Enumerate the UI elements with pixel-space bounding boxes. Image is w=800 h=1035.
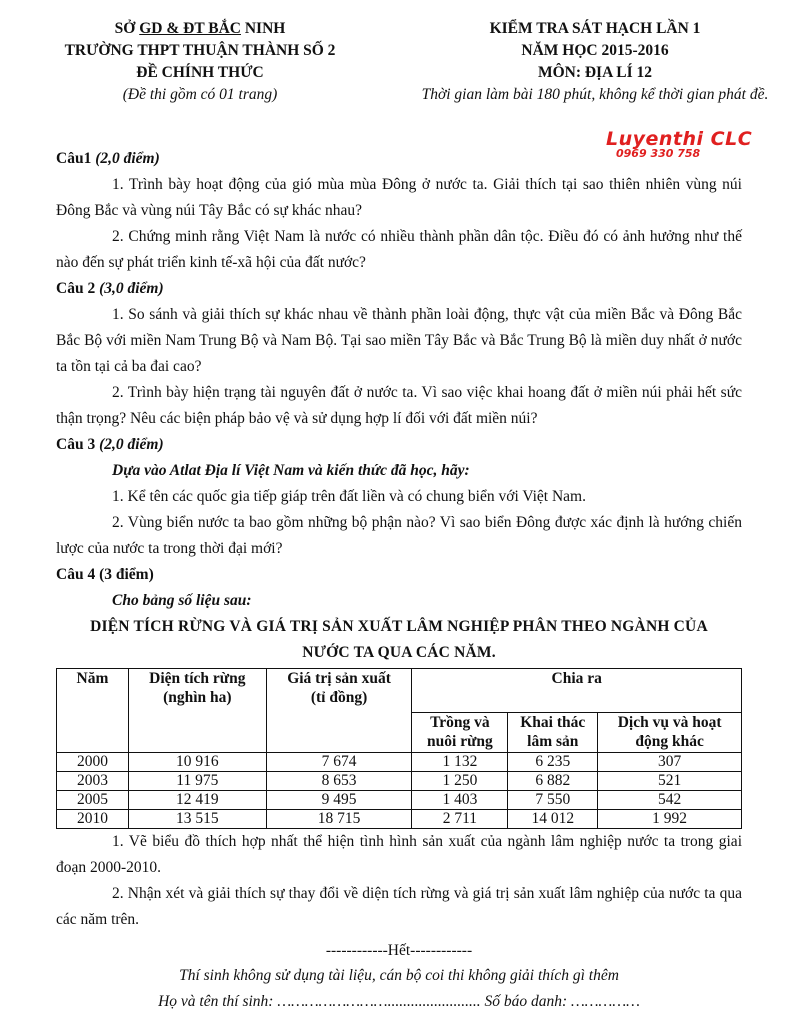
subject-label: MÔN: ĐỊA LÍ 12 xyxy=(537,64,653,81)
question-3-part-1: 1. Kể tên các quốc gia tiếp giáp trên đất liền và có chung biển với Việt Nam. xyxy=(112,488,586,505)
table-row xyxy=(57,772,742,791)
header-production-value-line-1: Giá trị sản xuất xyxy=(287,670,391,687)
stamp-brand: Luyenthi CLC xyxy=(606,128,753,150)
question-1-heading xyxy=(56,146,742,172)
school-name: TRƯỜNG THPT THUẬN THÀNH SỐ 2 xyxy=(64,42,336,59)
question-1-part-2: 2. Chứng minh rằng Việt Nam là nước có nhiều thành phần dân tộc. Điều đó có ảnh hưởng như thế nào đến sự phát triển kinh tế-xã hội của đất nước? xyxy=(56,228,742,271)
header-services-line-1: Dịch vụ và hoạt xyxy=(617,714,722,731)
cell-production-value: 7 674 xyxy=(266,753,412,772)
header-services xyxy=(598,713,742,753)
question-4-heading: Câu 4 (3 điểm) xyxy=(56,566,154,583)
header-breakdown xyxy=(412,669,742,713)
cell-services: 521 xyxy=(598,772,742,791)
question-3-lead: Dựa vào Atlat Địa lí Việt Nam và kiến thức đã học, hãy: xyxy=(112,462,470,479)
cell-exploitation: 6 882 xyxy=(508,772,598,791)
department-prefix: SỞ xyxy=(114,20,140,37)
cell-planting: 1 403 xyxy=(412,791,508,810)
candidate-notice: Thí sinh không sử dụng tài liệu, cán bộ coi thi không giải thích gì thêm xyxy=(179,967,619,984)
exam-body xyxy=(56,146,742,1015)
header-left xyxy=(40,18,360,106)
department-suffix: NINH xyxy=(240,20,286,37)
cell-year: 2005 xyxy=(57,791,129,810)
candidate-info-line: Họ và tên thí sinh: ……………………........................ Số báo danh: …………… xyxy=(158,993,640,1010)
cell-exploitation: 6 235 xyxy=(508,753,598,772)
cell-services: 542 xyxy=(598,791,742,810)
cell-exploitation: 14 012 xyxy=(508,810,598,829)
department-line xyxy=(40,18,360,40)
cell-planting: 1 250 xyxy=(412,772,508,791)
header-exploitation-line-2: lâm sản xyxy=(527,733,579,750)
header-planting-line-2: nuôi rừng xyxy=(427,733,493,750)
header-forest-area-line-1: Diện tích rừng xyxy=(149,670,246,687)
cell-forest-area: 12 419 xyxy=(128,791,266,810)
question-2-part-1: 1. So sánh và giải thích sự khác nhau về thành phần loài động, thực vật của miền Bắc và Đông Bắc Bắc Bộ với miền Nam Trung Bộ và Nam Bộ. Tại sao miền Tây Bắc và Bắc Trung Bộ là miền duy nhất ở nước ta tồn tại cả ba đai cao? xyxy=(56,306,742,375)
cell-exploitation: 7 550 xyxy=(508,791,598,810)
question-4-part-1: 1. Vẽ biểu đồ thích hợp nhất thể hiện tình hình sản xuất của ngành lâm nghiệp nước ta trong giai đoạn 2000-2010. xyxy=(56,833,742,876)
question-1-label: Câu1 xyxy=(56,150,92,167)
header-right xyxy=(395,18,795,106)
header-forest-area-line-2: (nghìn ha) xyxy=(163,689,232,706)
table-row xyxy=(57,753,742,772)
table-row xyxy=(57,791,742,810)
department-underlined: GD & ĐT BẮC xyxy=(139,20,241,37)
table-title-line-2: NƯỚC TA QUA CÁC NĂM. xyxy=(302,644,496,661)
cell-forest-area: 10 916 xyxy=(128,753,266,772)
table-title-line-1: DIỆN TÍCH RỪNG VÀ GIÁ TRỊ SẢN XUẤT LÂM NGHIỆP PHÂN THEO NGÀNH CỦA xyxy=(90,618,708,635)
question-4-part-2: 2. Nhận xét và giải thích sự thay đổi về diện tích rừng và giá trị sản xuất lâm nghiệp của nước ta qua các năm trên. xyxy=(56,885,742,928)
cell-services: 1 992 xyxy=(598,810,742,829)
cell-forest-area: 13 515 xyxy=(128,810,266,829)
time-limit-note: Thời gian làm bài 180 phút, không kể thời gian phát đề. xyxy=(421,86,769,103)
header-production-value-line-2: (tỉ đồng) xyxy=(310,689,368,706)
question-2-heading xyxy=(56,276,742,302)
table-header-row-1 xyxy=(57,669,742,713)
cell-year: 2000 xyxy=(57,753,129,772)
header-exploitation-line-1: Khai thác xyxy=(520,714,586,731)
header-production-value xyxy=(266,669,412,753)
header-services-line-2: động khác xyxy=(635,733,704,750)
forestry-data-table xyxy=(56,668,742,829)
header-planting xyxy=(412,713,508,753)
question-2-points: (3,0 điểm) xyxy=(95,280,164,297)
question-4-lead: Cho bảng số liệu sau: xyxy=(112,592,252,609)
stamp-phone: 0969 330 758 xyxy=(616,147,701,160)
cell-production-value: 9 495 xyxy=(266,791,412,810)
page-count-note: (Đề thi gồm có 01 trang) xyxy=(122,86,278,103)
cell-forest-area: 11 975 xyxy=(128,772,266,791)
official-label: ĐỀ CHÍNH THỨC xyxy=(136,64,264,81)
header-exploitation xyxy=(508,713,598,753)
cell-planting: 1 132 xyxy=(412,753,508,772)
question-1-part-1: 1. Trình bày hoạt động của gió mùa mùa Đông ở nước ta. Giải thích tại sao thiên nhiên vùng núi Đông Bắc và vùng núi Tây Bắc có sự khác nhau? xyxy=(56,176,742,219)
header-forest-area xyxy=(128,669,266,753)
header-year-text: Năm xyxy=(76,670,109,687)
question-1-points: (2,0 điểm) xyxy=(91,150,160,167)
cell-planting: 2 711 xyxy=(412,810,508,829)
question-3-heading xyxy=(56,432,742,458)
end-marker: ------------Hết------------ xyxy=(325,942,473,959)
exam-title: KIỂM TRA SÁT HẠCH LẦN 1 xyxy=(489,20,701,37)
question-2-label: Câu 2 xyxy=(56,280,96,297)
header-planting-line-1: Trồng và xyxy=(430,714,490,731)
question-2-part-2: 2. Trình bày hiện trạng tài nguyên đất ở nước ta. Vì sao việc khai hoang đất ở miền núi phải hết sức thận trọng? Nêu các biện pháp bảo vệ và sử dụng hợp lí đối với đất miền núi? xyxy=(56,384,742,427)
table-row xyxy=(57,810,742,829)
header-year xyxy=(57,669,129,753)
question-3-label: Câu 3 xyxy=(56,436,96,453)
cell-production-value: 18 715 xyxy=(266,810,412,829)
cell-services: 307 xyxy=(598,753,742,772)
cell-production-value: 8 653 xyxy=(266,772,412,791)
header-breakdown-text: Chia ra xyxy=(551,670,602,687)
exam-header xyxy=(0,18,800,118)
school-year: NĂM HỌC 2015-2016 xyxy=(521,42,669,59)
question-3-part-2: 2. Vùng biển nước ta bao gồm những bộ phận nào? Vì sao biển Đông được xác định là hướng chiến lược của nước ta trong thời đại mới? xyxy=(56,514,742,557)
cell-year: 2003 xyxy=(57,772,129,791)
question-3-points: (2,0 điểm) xyxy=(95,436,164,453)
cell-year: 2010 xyxy=(57,810,129,829)
